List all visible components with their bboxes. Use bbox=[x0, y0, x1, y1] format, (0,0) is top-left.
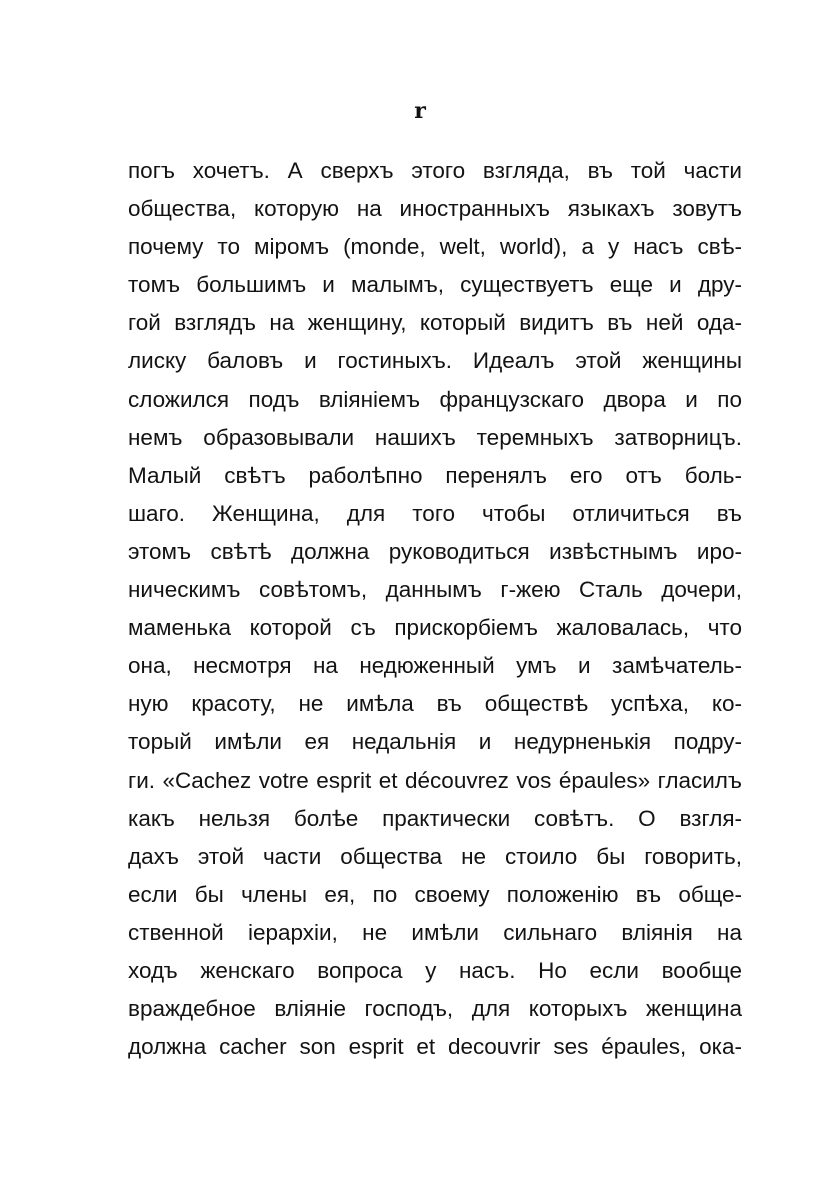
text-line: почему то міромъ (monde, welt, world), а у насъ свѣ- bbox=[128, 234, 742, 260]
page-number: r bbox=[414, 98, 426, 124]
text-line: погъ хочетъ. А сверхъ этого взгляда, въ той части bbox=[128, 158, 742, 183]
text-line: общества, которую на иностранныхъ языкахъ зовутъ bbox=[128, 196, 742, 222]
text-line: дахъ этой части общества не стоило бы говорить, bbox=[128, 843, 742, 869]
text-line: какъ нельзя болѣе практически совѣтъ. О взгля- bbox=[128, 805, 742, 831]
text-line: должна cacher son esprit et decouvrir ses épaules, ока- bbox=[128, 1034, 742, 1060]
text-line: ственной іерархіи, не имѣли сильнаго вліянія на bbox=[128, 919, 742, 945]
text-line: шаго. Женщина, для того чтобы отличиться въ bbox=[128, 500, 742, 526]
text-line: ги. «Cachez votre esprit et découvrez vos épaules» гласилъ bbox=[128, 767, 742, 793]
text-line: она, несмотря на недюженный умъ и замѣчатель- bbox=[128, 653, 742, 679]
body-text bbox=[128, 152, 742, 1066]
text-line: немъ образовывали нашихъ теремныхъ затворницъ. bbox=[128, 424, 742, 450]
text-line: ническимъ совѣтомъ, даннымъ г-жею Сталь дочери, bbox=[128, 577, 742, 603]
text-line: враждебное вліяніе господъ, для которыхъ женщина bbox=[128, 996, 742, 1022]
text-line: сложился подъ вліяніемъ французскаго двора и по bbox=[128, 386, 742, 412]
text-line: ходъ женскаго вопроса у насъ. Но если вообще bbox=[128, 957, 742, 983]
text-line: торый имѣли ея недальнія и недурненькія подру- bbox=[128, 729, 742, 755]
text-line: томъ большимъ и малымъ, существуетъ еще и дру- bbox=[128, 272, 742, 298]
text-line: маменька которой съ прискорбіемъ жаловалась, что bbox=[128, 615, 742, 641]
text-line: лиску баловъ и гостиныхъ. Идеалъ этой женщины bbox=[128, 348, 742, 374]
text-line: этомъ свѣтѣ должна руководиться извѣстнымъ иро- bbox=[128, 538, 742, 564]
text-line: гой взглядъ на женщину, который видитъ въ ней ода- bbox=[128, 310, 742, 336]
text-line: если бы члены ея, по своему положенію въ обще- bbox=[128, 881, 742, 907]
text-line: ную красоту, не имѣла въ обществѣ успѣха, ко- bbox=[128, 691, 742, 717]
text-line: Малый свѣтъ раболѣпно перенялъ его отъ боль- bbox=[128, 462, 742, 488]
